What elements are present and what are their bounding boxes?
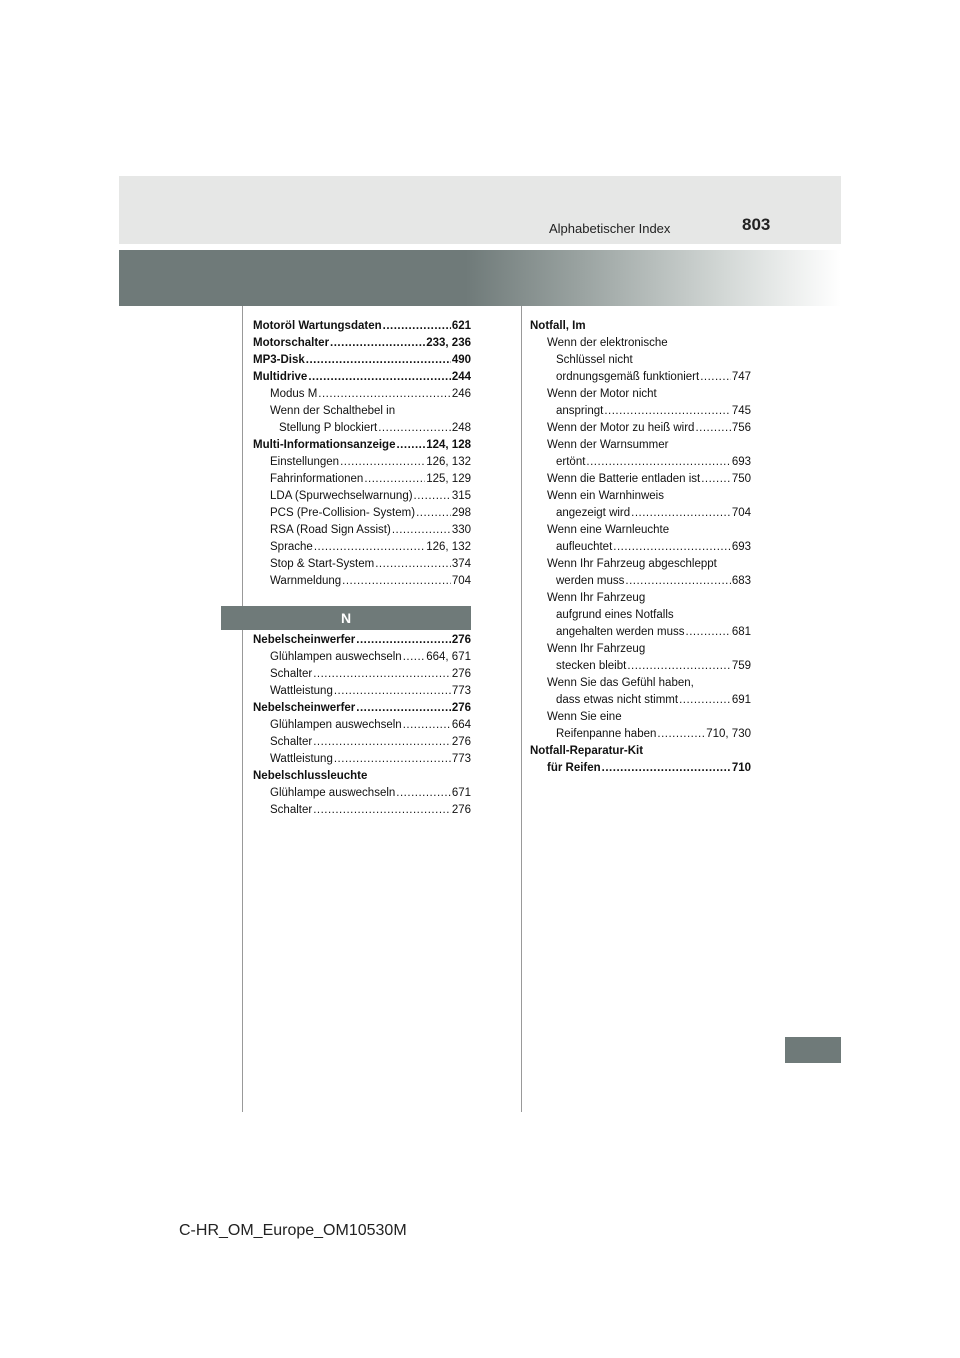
dot-leader [416, 505, 451, 522]
dot-leader [318, 386, 451, 403]
index-entry-term: werden muss [556, 575, 625, 587]
index-entry: Wenn ein Warnhinweis [547, 490, 664, 502]
index-entry-term: Schalter [270, 804, 313, 816]
index-entry-page: 315 [451, 490, 471, 502]
index-entry-term: stecken bleibt [556, 660, 627, 672]
index-entry-page: 276 [451, 702, 471, 714]
column-divider-left [242, 306, 243, 1112]
index-entry-term: Glühlampe auswechseln [270, 787, 396, 799]
index-entry-page: 276 [451, 736, 471, 748]
index-entry: Wenn Sie das Gefühl haben, [547, 677, 694, 689]
index-entry [530, 573, 751, 590]
index-entry [253, 734, 471, 751]
index-entry-page: 490 [451, 354, 471, 366]
index-entry [530, 692, 751, 709]
index-entry [253, 556, 471, 573]
dot-leader [313, 802, 451, 819]
index-entry-page: 664, 671 [426, 651, 471, 663]
index-entry-page: 750 [731, 473, 751, 485]
header-bar [119, 176, 841, 244]
index-entry-term: ertönt [556, 456, 586, 468]
index-entry-term: Wattleistung [270, 685, 333, 697]
index-entry: Wenn Ihr Fahrzeug abgeschleppt [547, 558, 717, 570]
dot-leader [313, 734, 451, 751]
index-entry [253, 318, 471, 335]
dot-leader [313, 666, 451, 683]
index-entry: Schlüssel nicht [556, 354, 633, 366]
index-entry [530, 471, 751, 488]
index-entry [253, 700, 471, 717]
index-entry-term: Multidrive [253, 371, 308, 383]
dot-leader [314, 539, 425, 556]
index-entry-term: Stop & Start-System [270, 558, 375, 570]
index-entry [253, 666, 471, 683]
dot-leader [396, 785, 451, 802]
index-entry-page: 747 [731, 371, 751, 383]
dot-leader [383, 318, 451, 335]
index-entry-page: 693 [731, 541, 751, 553]
dot-leader [342, 573, 451, 590]
index-entry-term: Multi-Informationsanzeige [253, 439, 396, 451]
dot-leader [375, 556, 451, 573]
index-entry-term: Einstellungen [270, 456, 340, 468]
index-entry: Wenn Sie eine [547, 711, 622, 723]
index-entry-term: Glühlampen auswechseln [270, 651, 402, 663]
index-entry-term: Wenn der Motor zu heiß wird [547, 422, 695, 434]
dot-leader [356, 700, 451, 717]
index-entry-term: LDA (Spurwechselwarnung) [270, 490, 413, 502]
index-entry: Notfall, Im [530, 320, 586, 332]
index-entry: Wenn der Motor nicht [547, 388, 657, 400]
index-entry [253, 505, 471, 522]
column-divider-middle [521, 306, 522, 1112]
dot-leader [306, 352, 451, 369]
index-entry-term: Motoröl Wartungsdaten [253, 320, 382, 332]
dot-leader [679, 692, 731, 709]
index-entry [253, 335, 471, 352]
decorative-gradient-bar [119, 250, 841, 306]
index-entry-term: Modus M [270, 388, 318, 400]
index-entry-page: 244 [451, 371, 471, 383]
index-entry-page: 693 [731, 456, 751, 468]
index-entry [530, 420, 751, 437]
index-entry [253, 649, 471, 666]
index-column-left-top [253, 318, 471, 590]
index-entry [530, 505, 751, 522]
index-entry-term: Schalter [270, 736, 313, 748]
index-entry-term: RSA (Road Sign Assist) [270, 524, 391, 536]
index-entry [253, 437, 471, 454]
index-entry [530, 658, 751, 675]
index-entry-page: 710, 730 [706, 728, 751, 740]
index-entry [253, 522, 471, 539]
index-entry-page: 276 [451, 668, 471, 680]
index-entry-term: Nebelscheinwerfer [253, 634, 356, 646]
index-entry-term: Motorschalter [253, 337, 330, 349]
dot-leader [308, 369, 451, 386]
dot-leader [334, 751, 451, 768]
index-entry-term: anspringt [556, 405, 604, 417]
index-entry: Nebelschlussleuchte [253, 770, 368, 782]
dot-leader [364, 471, 425, 488]
dot-leader [625, 573, 730, 590]
dot-leader [330, 335, 425, 352]
index-entry [253, 573, 471, 590]
dot-leader [586, 454, 730, 471]
index-entry [253, 386, 471, 403]
index-entry: Notfall-Reparatur-Kit [530, 745, 644, 757]
index-entry [530, 726, 751, 743]
index-entry: Wenn der Warnsummer [547, 439, 669, 451]
index-entry-term: dass etwas nicht stimmt [556, 694, 679, 706]
index-entry-page: 621 [451, 320, 471, 332]
index-entry-page: 233, 236 [426, 337, 471, 349]
index-entry: Wenn eine Warnleuchte [547, 524, 670, 536]
dot-leader [392, 522, 451, 539]
index-entry-page: 276 [451, 804, 471, 816]
dot-leader [657, 726, 705, 743]
index-entry [253, 420, 471, 437]
index-entry [253, 683, 471, 700]
index-entry: aufgrund eines Notfalls [556, 609, 674, 621]
index-entry-page: 276 [451, 634, 471, 646]
index-entry [253, 802, 471, 819]
index-entry-page: 773 [451, 753, 471, 765]
page-number: 803 [742, 215, 771, 234]
index-entry-term: Stellung P blockiert [279, 422, 378, 434]
index-entry-page: 759 [731, 660, 751, 672]
index-entry [253, 471, 471, 488]
index-entry [253, 717, 471, 734]
index-entry [253, 454, 471, 471]
index-entry-term: Wattleistung [270, 753, 333, 765]
index-entry-term: Nebelscheinwerfer [253, 702, 356, 714]
index-entry-page: 683 [731, 575, 751, 587]
index-entry-term: PCS (Pre-Collision- System) [270, 507, 416, 519]
index-entry-page: 710 [731, 762, 751, 774]
index-entry-page: 704 [731, 507, 751, 519]
index-entry [253, 539, 471, 556]
index-entry-page: 298 [451, 507, 471, 519]
index-entry [253, 369, 471, 386]
dot-leader [695, 420, 730, 437]
index-entry: Wenn Ihr Fahrzeug [547, 643, 646, 655]
section-letter-band: N [221, 606, 471, 630]
dot-leader [604, 403, 731, 420]
dot-leader [613, 539, 731, 556]
index-entry-page: 745 [731, 405, 751, 417]
index-entry [530, 539, 751, 556]
chapter-side-tab [785, 1037, 841, 1063]
dot-leader [403, 649, 426, 666]
index-entry-term: ordnungsgemäß funktioniert [556, 371, 700, 383]
dot-leader [340, 454, 425, 471]
index-entry [253, 785, 471, 802]
index-entry-page: 756 [731, 422, 751, 434]
dot-leader [356, 632, 451, 649]
index-entry-page: 664 [451, 719, 471, 731]
dot-leader [701, 471, 731, 488]
index-entry-page: 691 [731, 694, 751, 706]
index-entry-page: 125, 129 [426, 473, 471, 485]
index-entry-page: 124, 128 [426, 439, 471, 451]
index-entry: Wenn der Schalthebel in [270, 405, 396, 417]
index-entry-term: Reifenpanne haben [556, 728, 657, 740]
index-entry-term: Sprache [270, 541, 313, 553]
document-code: C-HR_OM_Europe_OM10530M [179, 1222, 407, 1239]
dot-leader [631, 505, 731, 522]
index-entry-page: 773 [451, 685, 471, 697]
index-entry [253, 352, 471, 369]
index-entry-page: 246 [451, 388, 471, 400]
index-entry [530, 624, 751, 641]
dot-leader [396, 437, 425, 454]
index-entry [530, 403, 751, 420]
index-entry-page: 126, 132 [426, 456, 471, 468]
dot-leader [414, 488, 451, 505]
index-entry: Wenn der elektronische [547, 337, 668, 349]
index-column-left-bottom [253, 632, 471, 819]
index-entry [530, 760, 751, 777]
index-entry [253, 632, 471, 649]
section-title: Alphabetischer Index [549, 221, 671, 236]
index-entry-page: 671 [451, 787, 471, 799]
index-entry-term: Schalter [270, 668, 313, 680]
dot-leader [602, 760, 731, 777]
index-entry [253, 751, 471, 768]
dot-leader [686, 624, 731, 641]
index-entry-page: 126, 132 [426, 541, 471, 553]
index-entry [253, 488, 471, 505]
dot-leader [627, 658, 730, 675]
index-entry-page: 330 [451, 524, 471, 536]
index-entry-term: Wenn die Batterie entladen ist [547, 473, 701, 485]
dot-leader [378, 420, 451, 437]
index-entry-page: 681 [731, 626, 751, 638]
index-entry-term: Warnmeldung [270, 575, 342, 587]
index-column-right [530, 318, 751, 777]
index-entry-term: Glühlampen auswechseln [270, 719, 402, 731]
index-entry-page: 248 [451, 422, 471, 434]
index-entry [530, 454, 751, 471]
dot-leader [700, 369, 731, 386]
index-entry-page: 374 [451, 558, 471, 570]
dot-leader [403, 717, 451, 734]
index-entry-term: aufleuchtet [556, 541, 613, 553]
index-entry [530, 369, 751, 386]
index-entry-page: 704 [451, 575, 471, 587]
index-entry-term: für Reifen [547, 762, 601, 774]
dot-leader [334, 683, 451, 700]
index-entry-term: angezeigt wird [556, 507, 631, 519]
index-entry: Wenn Ihr Fahrzeug [547, 592, 646, 604]
index-entry-term: angehalten werden muss [556, 626, 685, 638]
index-entry-term: MP3-Disk [253, 354, 305, 366]
index-entry-term: Fahrinformationen [270, 473, 364, 485]
